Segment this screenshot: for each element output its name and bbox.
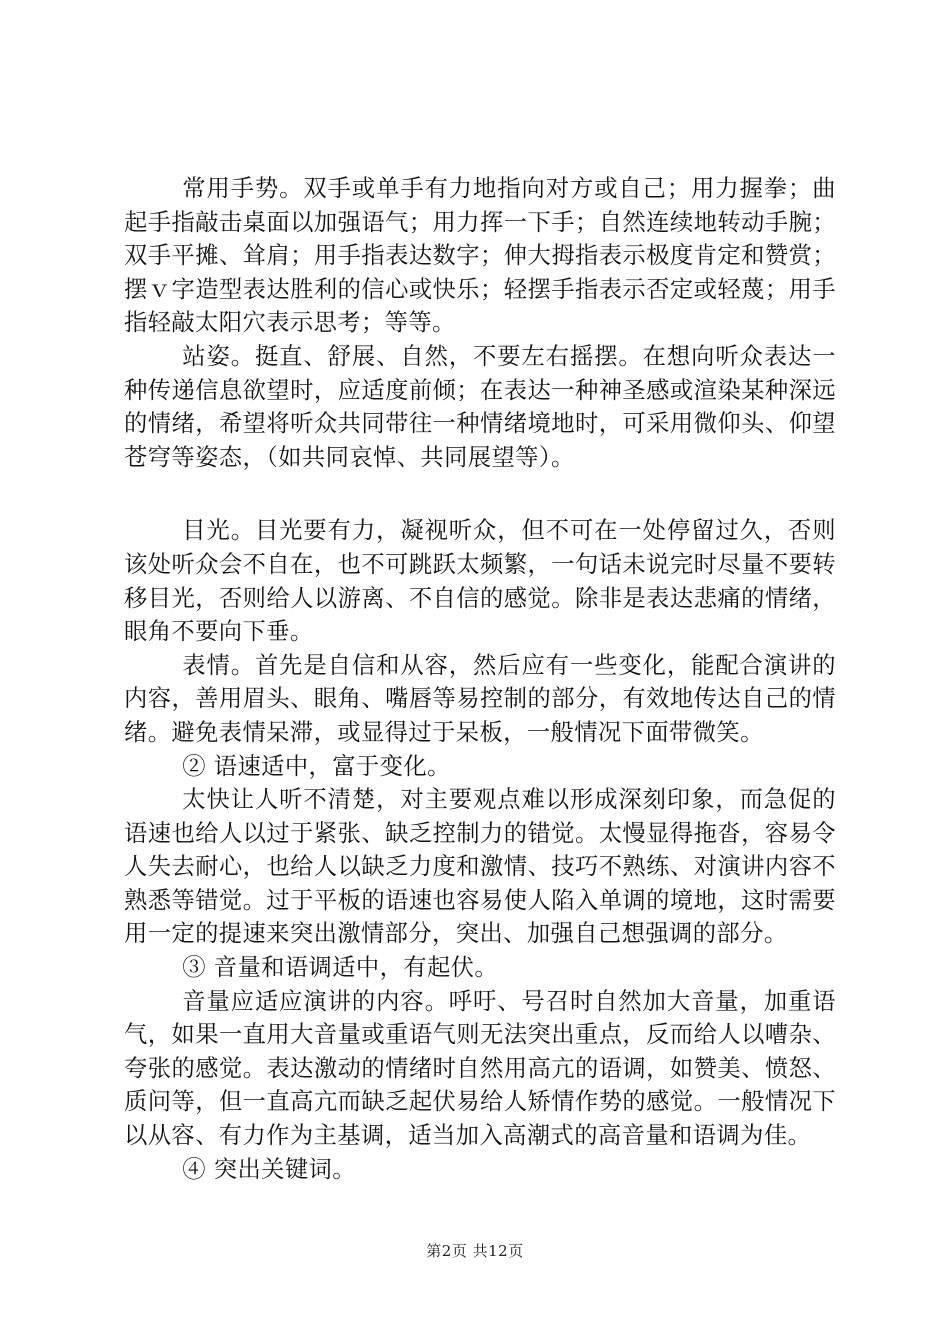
document-body (124, 172, 836, 1186)
paragraph-posture: 站姿。挺直、舒展、自然，不要左右摇摆。在想向听众表达一种传递信息欲望时，应适度前倾；在表达一种神圣感或渲染某种深远的情绪，希望将听众共同带往一种情绪境地时，可采用微仰头、仰望苍穹等姿态，（如共同哀悼、共同展望等）。 (124, 342, 836, 471)
paragraph-spacer (124, 474, 836, 514)
heading-volume-tone: ③ 音量和语调适中，有起伏。 (182, 954, 499, 982)
paragraph-expression: 表情。首先是自信和从容，然后应有一些变化，能配合演讲的内容，善用眉头、眼角、嘴唇等易控制的部分，有效地传达自己的情绪。避免表情呆滞，或显得过于呆板，一般情况下面带微笑。 (124, 651, 836, 746)
heading-speech-rate: ② 语速适中，富于变化。 (182, 752, 451, 780)
page-number-footer: 第2页 共12页 (426, 1242, 524, 1260)
paragraph-gestures: 常用手势。双手或单手有力地指向对方或自己；用力握拳；曲起手指敲击桌面以加强语气；用力挥一下手；自然连续地转动手腕；双手平摊、耸肩；用手指表达数字；伸大拇指表示极度肯定和赞赏；摆ｖ字造型表达胜利的信心或快乐；轻摆手指表示否定或轻蔑；用手指轻敲太阳穴表示思考；等等。 (124, 175, 836, 337)
heading-keywords: ④ 突出关键词。 (182, 1155, 356, 1183)
paragraph-speech-rate: 太快让人听不清楚，对主要观点难以形成深刻印象，而急促的语速也给人以过于紧张、缺乏控制力的错觉。太慢显得拖沓，容易令人失去耐心，也给人以缺乏力度和激情、技巧不熟练、对演讲内容不熟悉等错觉。过于平板的语速也容易使人陷入单调的境地，这时需要用一定的提速来突出激情部分，突出、加强自己想强调的部分。 (124, 786, 836, 948)
paragraph-volume-tone: 音量应适应演讲的内容。呼吁、号召时自然加大音量，加重语气，如果一直用大音量或重语气则无法突出重点，反而给人以嘈杂、夸张的感觉。表达激动的情绪时自然用高亢的语调，如赞美、愤怒、质问等，但一直高亢而缺乏起伏易给人矫情作势的感觉。一般情况下以从容、有力作为主基调，适当加入高潮式的高音量和语调为佳。 (124, 987, 836, 1150)
paragraph-eye-contact: 目光。目光要有力，凝视听众，但不可在一处停留过久，否则该处听众会不自在，也不可跳跃太频繁，一句话未说完时尽量不要转移目光，否则给人以游离、不自信的感觉。除非是表达悲痛的情绪，眼角不要向下垂。 (124, 517, 836, 646)
